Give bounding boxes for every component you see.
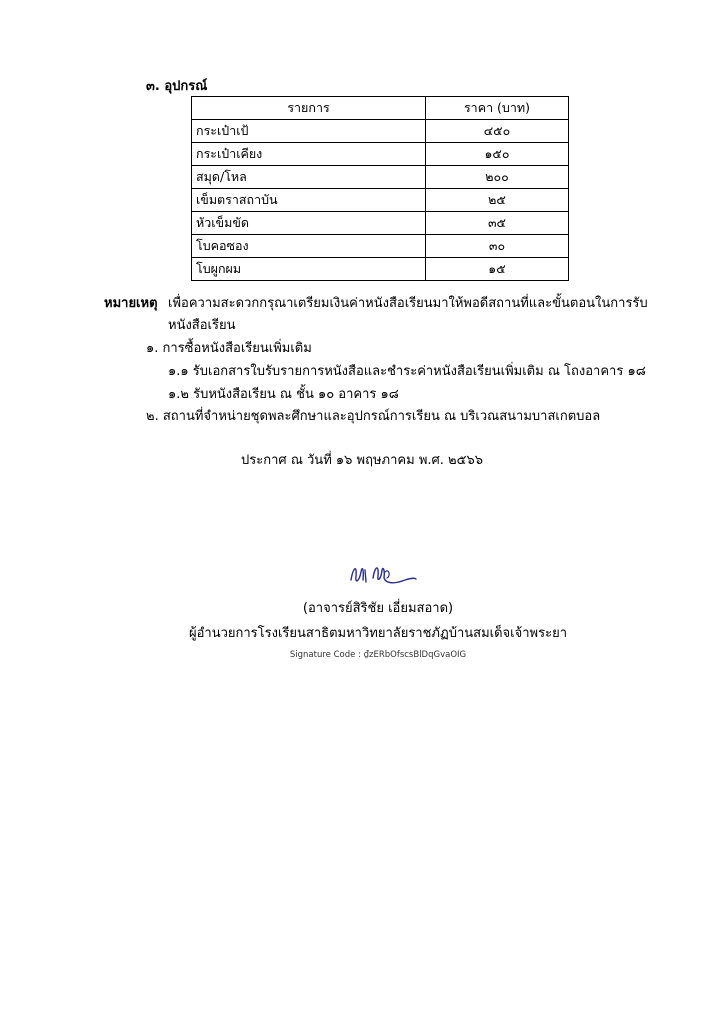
note-label: หมายเหตุ xyxy=(104,296,158,311)
price-cell: ๒๕ xyxy=(426,189,569,212)
table-row xyxy=(192,189,569,212)
table-row xyxy=(192,143,569,166)
header-item: รายการ xyxy=(192,97,426,120)
item-cell: โบผูกผม xyxy=(192,258,426,281)
item-cell: สมุด/โหล xyxy=(192,166,426,189)
item-cell: กระเป๋าเคียง xyxy=(192,143,426,166)
signer-title: ผู้อำนวยการโรงเรียนสาธิตมหาวิทยาลัยราชภัฏบ้านสมเด็จเจ้าพระยา xyxy=(188,626,567,641)
table-row xyxy=(192,212,569,235)
price-cell: ๑๕ xyxy=(426,258,569,281)
signer-name: (อาจารย์สิริชัย เอี่ยมสอาด) xyxy=(302,601,454,616)
table-row xyxy=(192,235,569,258)
price-cell: ๓๐ xyxy=(426,235,569,258)
price-cell: ๓๕ xyxy=(426,212,569,235)
note-item-1-1: ๑.๑ รับเอกสารใบรับรายการหนังสือและชำระค่าหนังสือเรียนเพิ่มเติม ณ โถงอาคาร ๑๘ xyxy=(168,364,646,379)
signature-code: Signature Code : ₫zERbOfscsBlDqGvaOIG xyxy=(289,650,467,660)
note-item-1-2: ๑.๒ รับหนังสือเรียน ณ ชั้น ๑๐ อาคาร ๑๘ xyxy=(168,387,399,402)
announcement-date: ประกาศ ณ วันที่ ๑๖ พฤษภาคม พ.ศ. ๒๕๖๖ xyxy=(241,453,483,468)
table-row xyxy=(192,258,569,281)
item-cell: เข็มตราสถาบัน xyxy=(192,189,426,212)
signature-image xyxy=(345,558,417,590)
table-row xyxy=(192,166,569,189)
table-row xyxy=(192,120,569,143)
note-text-continued: หนังสือเรียน xyxy=(168,318,236,333)
price-cell: ๔๕๐ xyxy=(426,120,569,143)
item-cell: โบคอซอง xyxy=(192,235,426,258)
table-header-row xyxy=(192,97,569,120)
price-cell: ๒๐๐ xyxy=(426,166,569,189)
note-item-2: ๒. สถานที่จำหน่ายชุดพละศึกษาและอุปกรณ์การเรียน ณ บริเวณสนามบาสเกตบอล xyxy=(146,409,601,424)
item-cell: กระเป๋าเป้ xyxy=(192,120,426,143)
equipment-table xyxy=(191,96,569,281)
header-price: ราคา (บาท) xyxy=(426,97,569,120)
price-cell: ๑๕๐ xyxy=(426,143,569,166)
item-cell: หัวเข็มขัด xyxy=(192,212,426,235)
section-heading: ๓. อุปกรณ์ xyxy=(146,79,208,94)
note-item-1: ๑. การซื้อหนังสือเรียนเพิ่มเติม xyxy=(146,341,312,356)
note-text: เพื่อความสะดวกกรุณาเตรียมเงินค่าหนังสือเรียนมาให้พอดีสถานที่และขั้นตอนในการรับ xyxy=(168,296,648,311)
